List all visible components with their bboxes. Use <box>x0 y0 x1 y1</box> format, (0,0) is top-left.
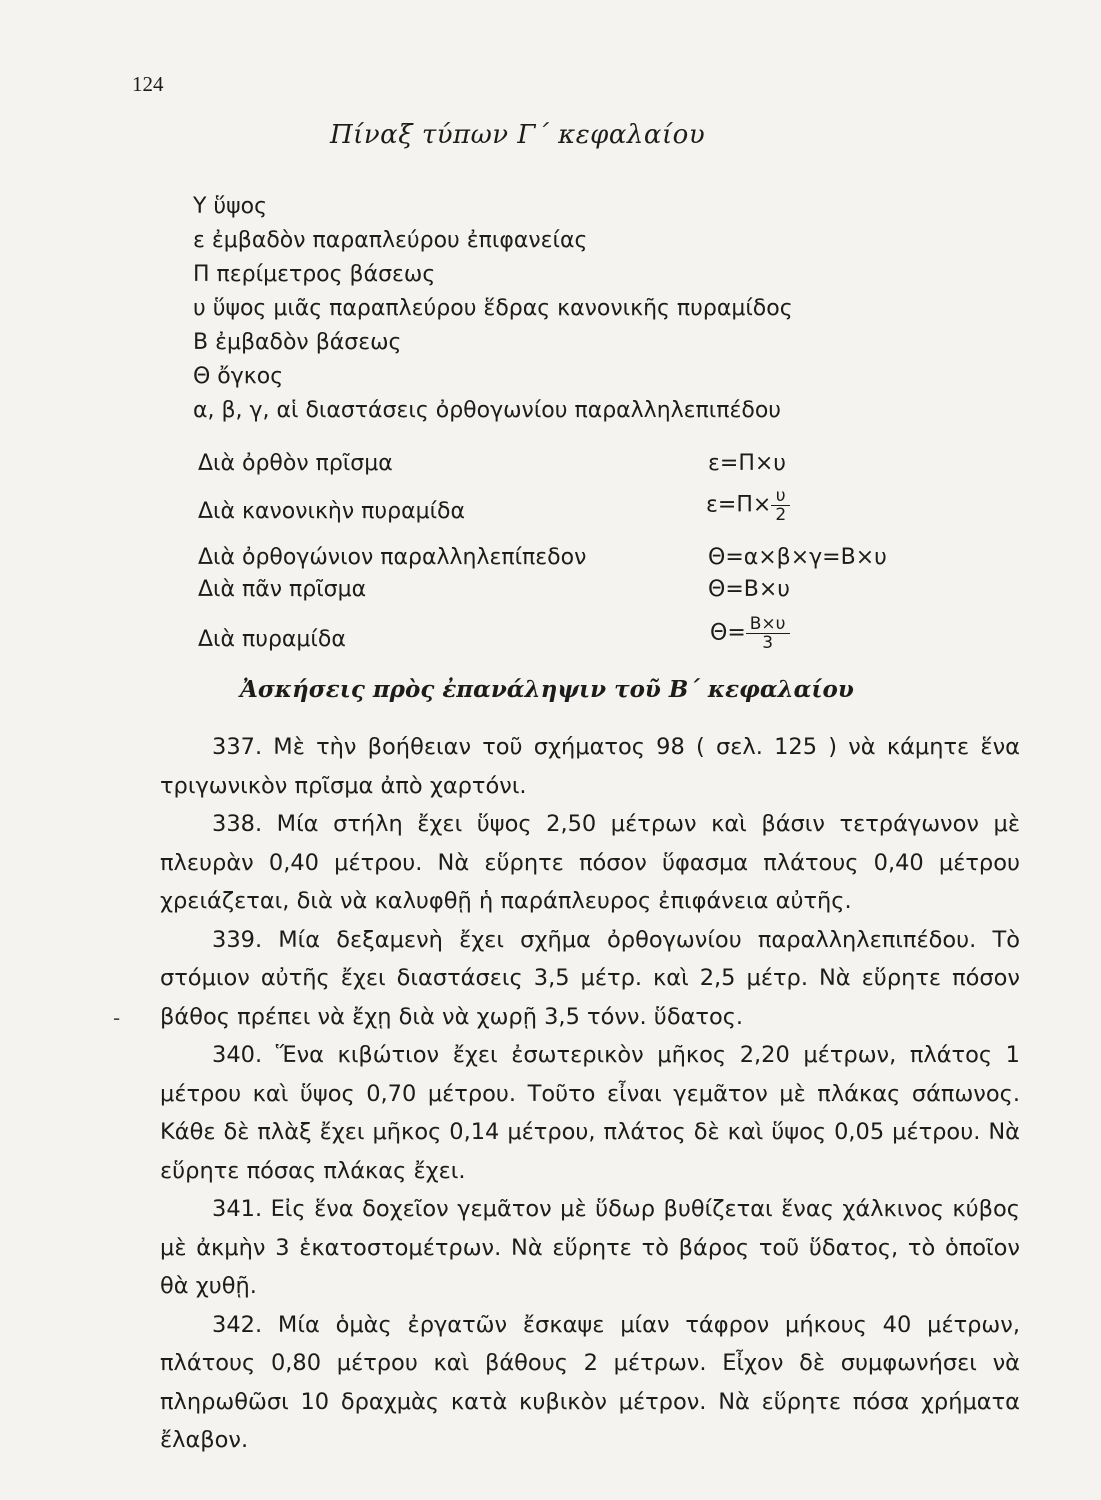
formula-label: Διὰ πυραμίδα <box>198 627 346 652</box>
formula-row <box>198 562 998 606</box>
exercises-section-title: Ἀσκήσεις πρὸς ἐπανάληψιν τοῦ Β΄ κεφαλαίου <box>240 676 854 703</box>
formula: Θ=Β×υ <box>708 577 791 602</box>
fraction-numerator: Β×υ <box>746 615 790 634</box>
exercise-item: 337. Μὲ τὴν βοήθειαν τοῦ σχήματος 98 ( σελ. 125 ) νὰ κάμητε ἕνα τριγωνικὸν πρῖσμα ἀπὸ χαρτόνι. <box>160 734 1020 799</box>
fraction <box>746 615 790 652</box>
formula-label: Διὰ πᾶν πρῖσμα <box>198 577 367 602</box>
definitions-list <box>193 190 953 428</box>
formula-table-title: Πίναξ τύπων Γ΄ κεφαλαίου <box>330 120 706 150</box>
formula-row <box>198 612 998 656</box>
definition-item: Θ ὄγκος <box>193 364 284 389</box>
formula: Θ=α×β×γ=Β×υ <box>708 545 887 570</box>
fraction-denominator: 2 <box>775 505 787 525</box>
exercise-item: 340. Ἕνα κιβώτιον ἔχει ἐσωτερικὸν μῆκος 2,20 μέτρων, πλάτος 1 μέτρου καὶ ὕψος 0,70 μέτρου. Τοῦτο εἶναι γεμᾶτον μὲ πλάκας σάπωνος. Κάθε δὲ πλὰξ ἔχει μῆκος 0,14 μέτρου, πλάτος δὲ καὶ ὕψος 0,05 μέτρου. Νὰ εὕρητε πόσας πλάκας ἔχει. <box>160 1042 1020 1184</box>
definition-item: υ ὕψος μιᾶς παραπλεύρου ἕδρας κανονικῆς πυραμίδος <box>193 296 793 321</box>
exercise-item: 339. Μία δεξαμενὴ ἔχει σχῆμα ὀρθογωνίου παραλληλεπιπέδου. Τὸ στόμιον αὐτῆς ἔχει διαστάσεις 3,5 μέτρ. καὶ 2,5 μέτρ. Νὰ εὕρητε πόσον βάθος πρέπει νὰ ἔχῃ διὰ νὰ χωρῇ 3,5 τόνν. ὕδατος. <box>160 926 1020 1030</box>
formula-row <box>198 484 998 528</box>
formula-prefix: ε=Π× <box>706 492 772 518</box>
formula-label: Διὰ ὀρθὸν πρῖσμα <box>198 451 393 476</box>
definition-item: ε ἐμβαδὸν παραπλεύρου ἐπιφανείας <box>193 228 588 253</box>
formula: ε=Π×υ <box>708 451 787 476</box>
definition-item: α, β, γ, αἱ διαστάσεις ὀρθογωνίου παραλληλεπιπέδου <box>193 398 782 423</box>
definition-item: Β ἐμβαδὸν βάσεως <box>193 330 402 355</box>
exercise-item: 342. Μία ὁμὰς ἐργατῶν ἔσκαψε μίαν τάφρον μήκους 40 μέτρων, πλάτους 0,80 μέτρου καὶ βάθους 2 μέτρων. Εἶχον δὲ συμφωνήσει νὰ πληρωθῶσι 10 δραχμὰς κατὰ κυβικὸν μέτρον. Νὰ εὕρητε πόσα χρήματα ἔλαβον. <box>160 1311 1020 1453</box>
exercise-item: 341. Εἰς ἕνα δοχεῖον γεμᾶτον μὲ ὕδωρ βυθίζεται ἕνας χάλκινος κύβος μὲ ἀκμὴν 3 ἑκατοστομέτρων. Νὰ εὕρητε τὸ βάρος τοῦ ὕδατος, τὸ ὁποῖον θὰ χυθῇ. <box>160 1196 1020 1299</box>
formula-prefix: Θ= <box>710 620 746 646</box>
fraction-denominator: 3 <box>762 633 774 653</box>
definition-item: Π περίμετρος βάσεως <box>193 262 436 287</box>
formula-row <box>198 436 998 480</box>
formula-label: Διὰ κανονικὴν πυραμίδα <box>198 499 465 524</box>
formula <box>706 487 790 524</box>
page-number: 124 <box>132 72 164 96</box>
margin-mark: - <box>113 1006 121 1030</box>
definition-item: Υ ὕψος <box>193 194 268 219</box>
fraction <box>771 487 790 524</box>
formula-label: Διὰ ὀρθογώνιον παραλληλεπίπεδον <box>198 545 587 570</box>
exercise-item: 338. Μία στήλη ἔχει ὕψος 2,50 μέτρων καὶ βάσιν τετράγωνον μὲ πλευρὰν 0,40 μέτρου. Νὰ εὕρητε πόσον ὕφασμα πλάτους 0,40 μέτρου χρειάζεται, διὰ νὰ καλυφθῇ ἡ παράπλευρος ἐπιφάνεια αὐτῆς. <box>160 811 1020 914</box>
formula <box>710 615 790 652</box>
fraction-numerator: υ <box>771 487 790 506</box>
exercises-list <box>160 728 1020 1460</box>
